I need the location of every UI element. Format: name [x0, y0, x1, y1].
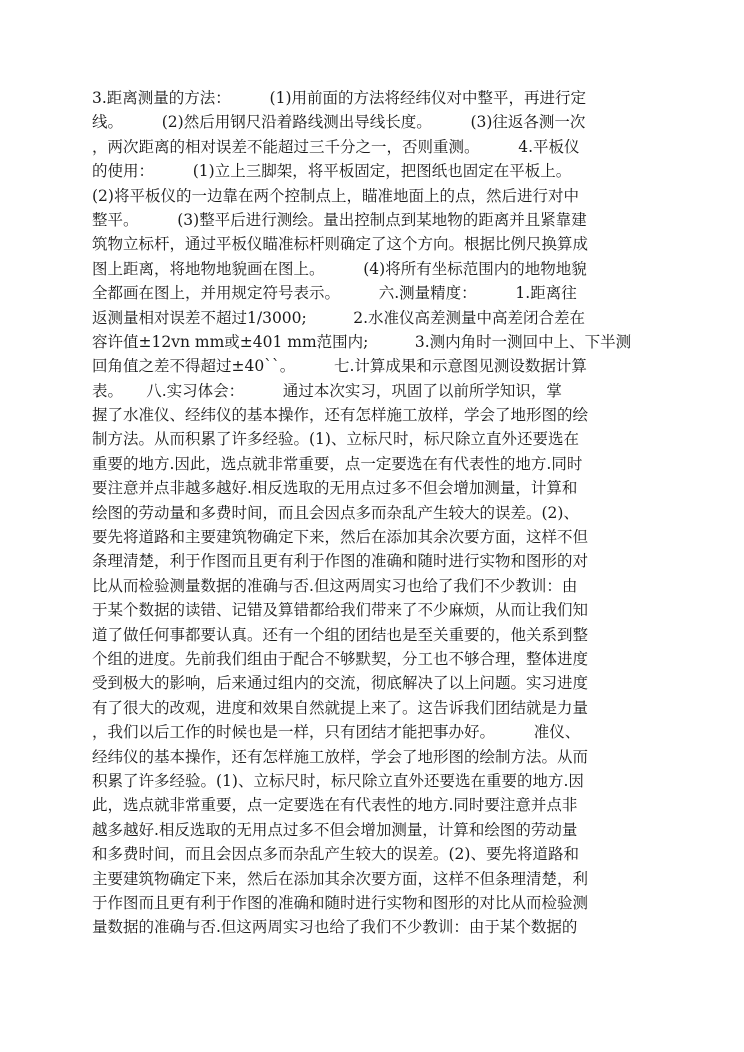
- text-line: 主要建筑物确定下来，然后在添加其余次要方面，这样不但条理清楚，利: [92, 869, 589, 888]
- text-line: ，我们以后工作的时候也是一样，只有团结才能把事办好。 准仪、: [92, 723, 581, 742]
- text-line: 于作图而且更有利于作图的准确和随时进行实物和图形的对比从而检验测: [92, 893, 589, 912]
- text-line: 要先将道路和主要建筑物确定下来，然后在添加其余次要方面，这样不但: [92, 528, 589, 547]
- text-line: 有了很大的改观，进度和效果自然就提上来了。这告诉我们团结就是力量: [92, 698, 589, 717]
- text-line: 制方法。从而积累了许多经验。(1)、立标尺时，标尺除立直外还要选在: [92, 430, 579, 449]
- text-line: 条理清楚，利于作图而且更有利于作图的准确和随时进行实物和图形的对: [92, 552, 589, 571]
- text-line: 线。 (2)然后用钢尺沿着路线测出导线长度。 (3)往返各测一次: [92, 113, 586, 132]
- text-line: 返测量相对误差不超过1/3000; 2.水准仪高差测量中高差闭合差在: [92, 308, 586, 327]
- body-text: [92, 86, 652, 940]
- text-line: 比从而检验测量数据的准确与否.但这两周实习也给了我们不少教训：由: [92, 576, 578, 595]
- text-line: 经纬仪的基本操作，还有怎样施工放样，学会了地形图的绘制方法。从而: [92, 747, 589, 766]
- text-line: 重要的地方.因此，选点就非常重要，点一定要选在有代表性的地方.同时: [92, 454, 583, 473]
- text-line: 表。 八.实习体会： 通过本次实习，巩固了以前所学知识，掌: [92, 381, 562, 400]
- text-line: 绘图的劳动量和多费时间，而且会因点多而杂乱产生较大的误差。(2)、: [92, 503, 579, 522]
- text-line: 和多费时间，而且会因点多而杂乱产生较大的误差。(2)、要先将道路和: [92, 845, 579, 864]
- text-line: 回角值之差不得超过±40``。 七.计算成果和示意图见测设数据计算: [92, 357, 587, 376]
- text-line: 筑物立标杆，通过平板仪瞄准标杆则确定了这个方向。根据比例尺换算成: [92, 235, 589, 254]
- text-line: 要注意并点非越多越好.相反选取的无用点过多不但会增加测量，计算和: [92, 479, 578, 498]
- text-line: 的使用： (1)立上三脚架，将平板固定，把图纸也固定在平板上。: [92, 162, 572, 181]
- text-line: 3.距离测量的方法： (1)用前面的方法将经纬仪对中整平，再进行定: [92, 89, 586, 107]
- text-line: 容许值±12vn mm或±401 mm范围内; 3.测内角时一测回中上、下半测: [92, 332, 632, 351]
- text-line: 于某个数据的读错、记错及算错都给我们带来了不少麻烦，从而让我们知: [92, 601, 589, 620]
- text-line: (2)将平板仪的一边靠在两个控制点上，瞄准地面上的点，然后进行对中: [92, 186, 579, 205]
- text-line: 量数据的准确与否.但这两周实习也给了我们不少教训：由于某个数据的: [92, 918, 578, 937]
- text-line: 道了做任何事都要认真。还有一个组的团结也是至关重要的，他关系到整: [92, 625, 589, 644]
- text-line: 握了水准仪、经纬仪的基本操作，还有怎样施工放样，学会了地形图的绘: [92, 406, 589, 425]
- text-line: 受到极大的影响，后来通过组内的交流，彻底解决了以上问题。实习进度: [92, 674, 589, 693]
- text-line: 此，选点就非常重要，点一定要选在有代表性的地方.同时要注意并点非: [92, 796, 578, 815]
- text-line: 个组的进度。先前我们组由于配合不够默契，分工也不够合理，整体进度: [92, 649, 589, 668]
- text-line: ，两次距离的相对误差不能超过三千分之一，否则重测。 4.平板仪: [92, 137, 580, 156]
- text-line: 积累了许多经验。(1)、立标尺时，标尺除立直外还要选在重要的地方.因: [92, 771, 584, 790]
- text-line: 越多越好.相反选取的无用点过多不但会增加测量，计算和绘图的劳动量: [92, 820, 578, 839]
- text-line: 全都画在图上，并用规定符号表示。 六.测量精度： 1.距离往: [92, 284, 577, 303]
- text-line: 整平。 (3)整平后进行测绘。量出控制点到某地物的距离并且紧靠建: [92, 210, 587, 229]
- text-line: 图上距离，将地物地貌画在图上。 (4)将所有坐标范围内的地物地貌: [92, 259, 587, 278]
